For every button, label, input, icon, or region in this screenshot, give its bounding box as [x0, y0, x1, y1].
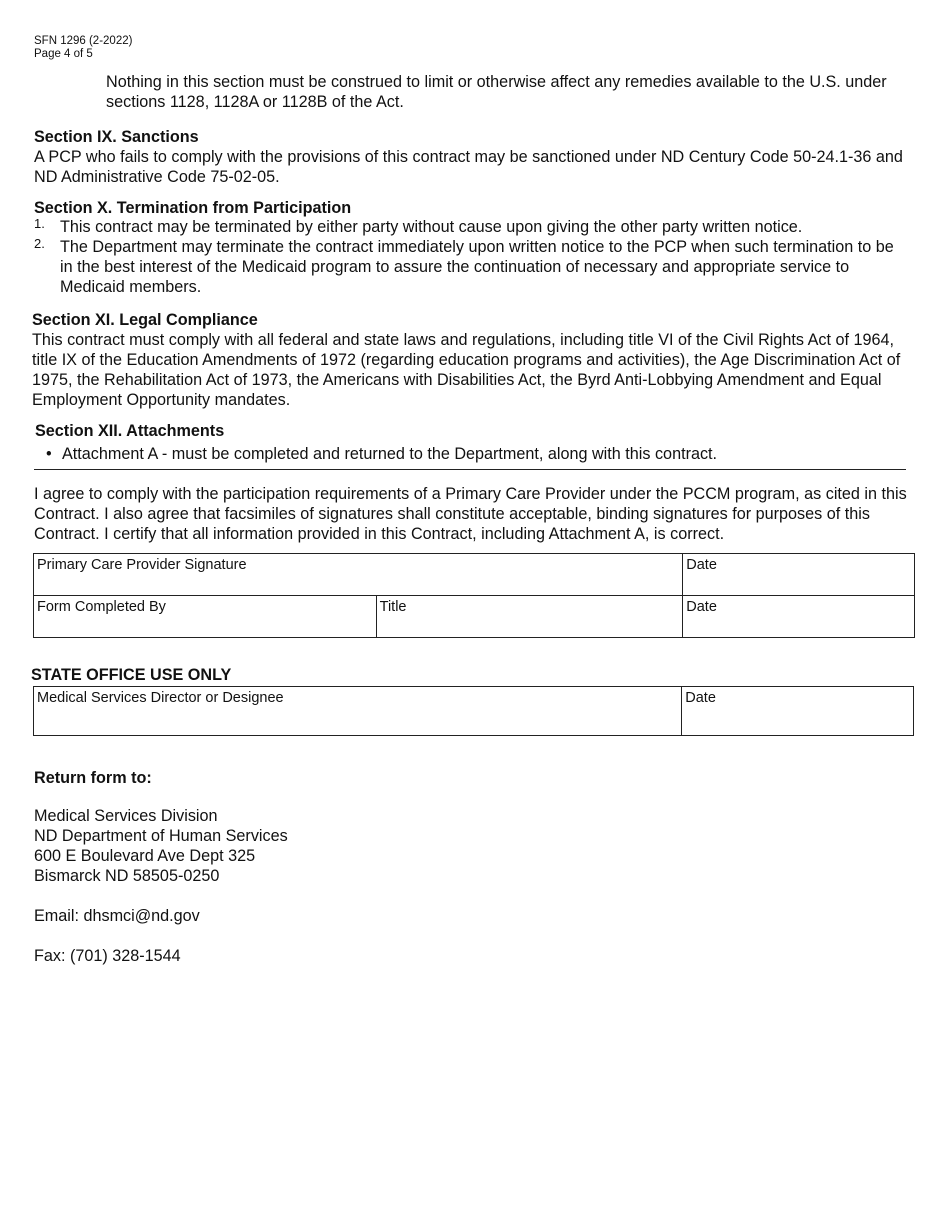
address-line: Medical Services Division — [34, 807, 218, 825]
page-label: Page 4 of 5 — [34, 48, 93, 60]
address-line: ND Department of Human Services — [34, 827, 288, 845]
date-label: Date — [686, 599, 717, 615]
address-line: Bismarck ND 58505-0250 — [34, 867, 220, 885]
date-field[interactable] — [682, 687, 914, 736]
section-ix-body: A PCP who fails to comply with the provisions of this contract may be sanctioned under ND Century Code 50-24.1-36 and ND Administrative Code 75-02-05. — [34, 148, 903, 186]
address-line: 600 E Boulevard Ave Dept 325 — [34, 847, 256, 865]
continuation-paragraph: Nothing in this section must be construed to limit or otherwise affect any remedies available to the U.S. under sections 1128, 1128A or 1128B of the Act. — [106, 73, 887, 111]
form-completed-by-label: Form Completed By — [37, 599, 166, 615]
section-xi-heading: Section XI. Legal Compliance — [32, 311, 258, 329]
list-number: 2. — [34, 236, 45, 251]
form-completed-by-field[interactable] — [34, 596, 377, 638]
attachment-bullet — [34, 444, 934, 464]
section-ix-heading: Section IX. Sanctions — [34, 128, 199, 146]
form-number: SFN 1296 (2-2022) — [34, 35, 133, 47]
list-number: 1. — [34, 216, 45, 231]
divider — [34, 469, 906, 470]
form-header — [34, 35, 132, 61]
pcp-signature-label: Primary Care Provider Signature — [37, 557, 247, 573]
date-field[interactable] — [683, 554, 915, 596]
list-item — [34, 217, 906, 237]
signature-table — [33, 553, 915, 638]
section-xi-body: This contract must comply with all federal and state laws and regulations, including title VI of the Civil Rights Act of 1964, title IX of the Education Amendments of 1972 (regarding education programs and activities), the Age Discrimination Act of 1975, the Rehabilitation Act of 1973, the Americans with Disabilities Act, the Byrd Anti-Lobbying Amendment and Equal Employment Opportunity mandates. — [32, 331, 901, 409]
state-office-heading: STATE OFFICE USE ONLY — [31, 666, 232, 684]
list-item — [34, 237, 906, 297]
pcp-signature-field[interactable] — [34, 554, 683, 596]
fax-line: Fax: (701) 328-1544 — [34, 947, 181, 965]
email-line: Email: dhsmci@nd.gov — [34, 907, 200, 925]
director-label: Medical Services Director or Designee — [37, 690, 284, 706]
bullet-icon: • — [46, 445, 52, 463]
section-xii-heading: Section XII. Attachments — [35, 422, 225, 440]
list-item-text: The Department may terminate the contract immediately upon written notice to the PCP when such termination to be in the best interest of the Medicaid program to assure the continuation of necessary and appropriate service to Medicaid members. — [60, 238, 894, 296]
list-item-text: This contract may be terminated by either party without cause upon giving the other party written notice. — [60, 218, 803, 236]
termination-list — [34, 217, 906, 297]
section-x-heading: Section X. Termination from Participation — [34, 199, 352, 217]
state-office-table — [33, 686, 914, 736]
date-field[interactable] — [683, 596, 915, 638]
return-address — [34, 806, 288, 886]
return-form-heading: Return form to: — [34, 769, 152, 787]
attachment-text: Attachment A - must be completed and returned to the Department, along with this contract. — [62, 445, 718, 463]
director-signature-field[interactable] — [34, 687, 682, 736]
title-field[interactable] — [376, 596, 683, 638]
date-label: Date — [686, 557, 717, 573]
date-label: Date — [685, 690, 716, 706]
agreement-paragraph: I agree to comply with the participation requirements of a Primary Care Provider under the PCCM program, as cited in this Contract. I also agree that facsimiles of signatures shall constitute acceptable, binding signatures for purposes of this Contract. I certify that all information provided in this Contract, including Attachment A, is correct. — [34, 485, 907, 543]
title-label: Title — [379, 599, 407, 615]
